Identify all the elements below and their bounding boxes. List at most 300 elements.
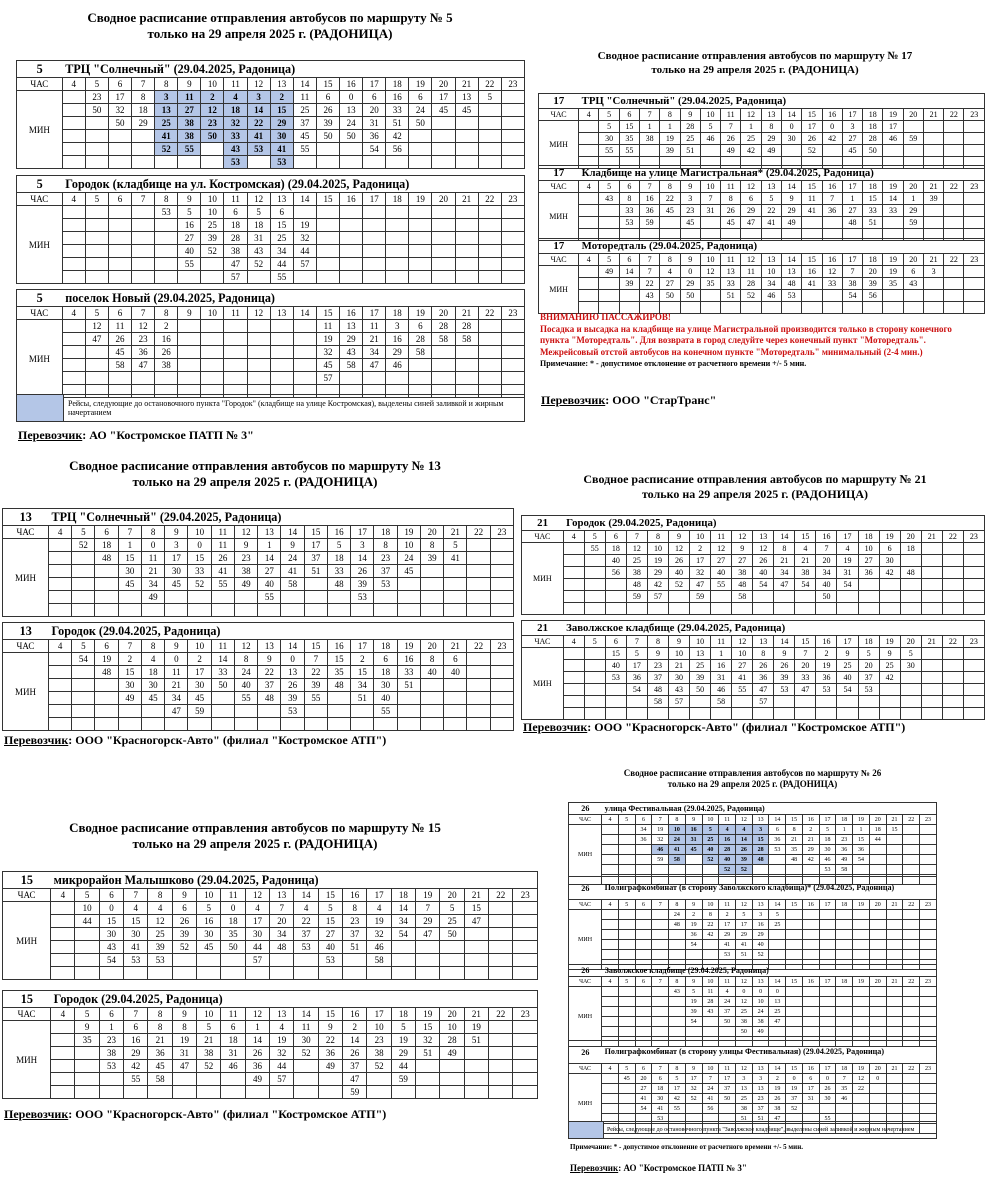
minute-cell <box>351 705 374 718</box>
hour-cell: 14 <box>781 109 801 121</box>
hour-cell: 22 <box>903 900 920 910</box>
stop-name: Моторедталь (29.04.2025, Радоница) <box>579 239 985 254</box>
minute-cell: 48 <box>842 217 862 229</box>
minute-cell: 18 <box>863 121 883 133</box>
minute-cell: 8 <box>343 902 367 915</box>
hour-cell: 10 <box>702 977 719 987</box>
minute-cell <box>584 591 605 603</box>
minute-cell: 27 <box>258 565 281 578</box>
minute-cell <box>942 708 963 720</box>
minute-cell <box>635 1017 652 1027</box>
minute-cell: 32 <box>652 835 669 845</box>
minute-cell: 19 <box>270 1034 294 1047</box>
minute-cell: 5 <box>444 539 467 552</box>
minute-cell <box>48 565 71 578</box>
minute-cell: 51 <box>736 950 753 960</box>
minute-cell <box>635 1007 652 1017</box>
minute-cell: 11 <box>165 666 188 679</box>
minute-cell <box>386 271 409 284</box>
hour-cell: 23 <box>964 181 985 193</box>
minute-cell: 40 <box>258 578 281 591</box>
minute-cell <box>224 320 247 333</box>
minute-cell <box>108 232 131 245</box>
hour-cell: 17 <box>842 109 862 121</box>
minute-cell: 33 <box>619 205 639 217</box>
minute-label: МИН <box>539 266 579 314</box>
minute-cell <box>501 206 524 219</box>
minute-cell: 46 <box>883 133 903 145</box>
minute-cell: 26 <box>281 679 304 692</box>
minute-cell: 2 <box>201 91 224 104</box>
hour-label: ЧАС <box>522 636 564 648</box>
hour-cell: 18 <box>836 977 853 987</box>
route-17-stop-1-table <box>538 93 985 169</box>
minute-cell <box>72 666 95 679</box>
minute-cell <box>836 950 853 960</box>
minute-cell: 37 <box>304 552 327 565</box>
minute-cell <box>819 987 836 997</box>
hour-cell: 10 <box>700 181 720 193</box>
minute-cell: 37 <box>752 1104 769 1114</box>
route-15-stop-2-table <box>2 990 538 1099</box>
minute-cell: 50 <box>201 130 224 143</box>
minute-cell: 17 <box>719 920 736 930</box>
minute-cell <box>786 987 803 997</box>
minute-cell <box>316 258 339 271</box>
minute-cell: 10 <box>752 997 769 1007</box>
minute-cell: 16 <box>155 333 178 346</box>
minute-cell <box>781 145 801 157</box>
minute-cell <box>489 954 513 967</box>
hour-cell: 20 <box>900 636 921 648</box>
minute-cell <box>602 1074 619 1084</box>
minute-cell: 43 <box>99 941 123 954</box>
minute-cell <box>420 591 443 604</box>
minute-cell <box>602 845 619 855</box>
minute-cell: 21 <box>141 565 164 578</box>
minute-cell: 52 <box>741 290 761 302</box>
minute-cell: 27 <box>732 660 753 672</box>
minute-cell: 54 <box>363 143 386 156</box>
minute-cell: 11 <box>363 320 386 333</box>
minute-cell <box>409 156 432 169</box>
minute-cell <box>836 940 853 950</box>
minute-cell <box>467 666 490 679</box>
minute-label: МИН <box>17 91 63 169</box>
minute-cell: 59 <box>391 1073 415 1086</box>
minute-cell <box>920 855 937 865</box>
minute-cell <box>293 320 316 333</box>
minute-cell: 42 <box>669 1094 686 1104</box>
minute-cell: 43 <box>639 290 659 302</box>
minute-cell <box>584 696 605 708</box>
minute-cell <box>197 1073 221 1086</box>
minute-cell: 35 <box>221 928 245 941</box>
minute-cell <box>478 130 501 143</box>
minute-cell <box>802 920 819 930</box>
minute-cell <box>464 967 488 980</box>
route-21-carrier: Перевозчик: ООО "Красногорск-Авто" (филиал "Костромское АТП") <box>523 720 906 734</box>
minute-cell: 16 <box>397 653 420 666</box>
minute-cell: 17 <box>432 91 455 104</box>
minute-cell: 38 <box>732 567 753 579</box>
minute-cell <box>669 865 686 875</box>
hour-cell: 13 <box>270 307 293 320</box>
minute-cell: 47 <box>769 1114 786 1124</box>
minute-cell: 58 <box>732 591 753 603</box>
hour-cell: 11 <box>211 526 234 539</box>
minute-cell: 14 <box>343 1034 367 1047</box>
minute-cell <box>165 604 188 617</box>
hour-cell: 6 <box>95 640 118 653</box>
minute-cell: 1 <box>711 648 732 660</box>
minute-cell <box>48 692 71 705</box>
minute-cell <box>618 1017 635 1027</box>
minute-cell <box>802 1017 819 1027</box>
route-number: 26 <box>569 965 602 977</box>
minute-cell <box>327 705 350 718</box>
minute-cell <box>409 258 432 271</box>
minute-cell <box>886 1027 903 1037</box>
minute-cell: 38 <box>842 278 862 290</box>
minute-cell <box>155 245 178 258</box>
minute-cell: 25 <box>702 835 719 845</box>
minute-cell <box>822 290 842 302</box>
minute-cell <box>869 920 886 930</box>
route-number: 21 <box>522 621 564 636</box>
hour-cell: 12 <box>741 181 761 193</box>
minute-cell: 55 <box>211 578 234 591</box>
hour-cell: 22 <box>467 640 490 653</box>
minute-cell: 51 <box>464 1034 488 1047</box>
minute-cell <box>700 145 720 157</box>
hour-cell: 4 <box>48 640 71 653</box>
stop-name: Заволжское кладбище (29.04.2025, Радоница) <box>563 621 984 636</box>
minute-cell <box>108 271 131 284</box>
minute-cell <box>327 591 350 604</box>
minute-cell <box>964 278 985 290</box>
minute-cell <box>963 567 984 579</box>
minute-cell: 55 <box>584 543 605 555</box>
minute-cell: 41 <box>124 941 148 954</box>
minute-cell: 13 <box>769 997 786 1007</box>
minute-cell <box>75 941 99 954</box>
hour-cell: 16 <box>822 109 842 121</box>
minute-cell <box>618 1094 635 1104</box>
minute-cell <box>391 1086 415 1099</box>
minute-cell <box>281 591 304 604</box>
minute-cell: 52 <box>188 578 211 591</box>
minute-cell <box>903 1104 920 1114</box>
minute-cell: 30 <box>118 565 141 578</box>
stop-name: ТРЦ "Солнечный" (29.04.2025, Радоница) <box>62 61 524 78</box>
minute-cell <box>490 552 513 565</box>
minute-cell <box>247 333 270 346</box>
minute-cell: 2 <box>188 653 211 666</box>
minute-cell: 58 <box>367 954 391 967</box>
minute-cell: 26 <box>774 660 795 672</box>
minute-cell: 15 <box>752 835 769 845</box>
minute-cell: 57 <box>753 696 774 708</box>
minute-cell: 47 <box>769 1017 786 1027</box>
minute-cell: 1 <box>836 825 853 835</box>
minute-cell <box>201 156 224 169</box>
minute-cell <box>85 232 108 245</box>
minute-cell <box>837 696 858 708</box>
minute-cell <box>920 950 937 960</box>
timetable <box>538 165 985 241</box>
minute-cell: 37 <box>647 672 668 684</box>
minute-cell <box>753 591 774 603</box>
minute-cell: 0 <box>188 539 211 552</box>
minute-cell <box>869 1017 886 1027</box>
minute-cell <box>340 143 363 156</box>
hour-cell: 19 <box>883 254 903 266</box>
minute-cell <box>124 1086 148 1099</box>
route-17-warning <box>540 312 965 369</box>
minute-cell <box>132 271 155 284</box>
minute-cell <box>197 1086 221 1099</box>
minute-cell <box>201 346 224 359</box>
minute-cell <box>118 705 141 718</box>
minute-cell <box>602 1104 619 1114</box>
minute-cell <box>455 206 478 219</box>
minute-cell: 2 <box>270 91 293 104</box>
minute-cell: 28 <box>440 1034 464 1047</box>
minute-cell <box>478 333 501 346</box>
route-17-heading: Сводное расписание отправления автобусов по маршруту № 17 только на 29 апреля 2025 г. (РАДОНИЦА) <box>597 50 913 76</box>
minute-cell: 9 <box>647 648 668 660</box>
minute-cell: 5 <box>197 1021 221 1034</box>
minute-cell: 55 <box>732 684 753 696</box>
minute-cell: 54 <box>837 579 858 591</box>
hour-cell: 22 <box>478 307 501 320</box>
minute-cell <box>579 193 599 205</box>
minute-cell <box>397 692 420 705</box>
minute-cell <box>802 1027 819 1037</box>
minute-cell: 29 <box>719 930 736 940</box>
minute-cell: 54 <box>685 1017 702 1027</box>
minute-cell <box>318 1086 342 1099</box>
hour-cell: 20 <box>869 1064 886 1074</box>
minute-cell <box>221 1073 245 1086</box>
minute-cell <box>432 271 455 284</box>
hour-cell: 21 <box>921 531 942 543</box>
minute-cell: 48 <box>752 855 769 865</box>
hour-cell: 14 <box>769 977 786 987</box>
minute-cell: 29 <box>741 205 761 217</box>
minute-cell: 26 <box>736 845 753 855</box>
minute-cell: 45 <box>842 145 862 157</box>
minute-cell: 12 <box>711 543 732 555</box>
minute-cell: 36 <box>822 205 842 217</box>
timetable <box>16 175 525 284</box>
hour-cell: 9 <box>178 307 201 320</box>
minute-cell: 11 <box>108 320 131 333</box>
minute-cell: 36 <box>626 672 647 684</box>
route-number: 17 <box>539 94 579 109</box>
hour-cell: 20 <box>869 815 886 825</box>
minute-cell <box>270 359 293 372</box>
minute-cell <box>501 156 524 169</box>
minute-cell: 49 <box>234 578 257 591</box>
minute-cell <box>886 1017 903 1027</box>
minute-cell: 33 <box>822 278 842 290</box>
hour-label: ЧАС <box>3 640 49 653</box>
minute-cell: 47 <box>343 1073 367 1086</box>
minute-cell <box>786 940 803 950</box>
minute-cell <box>802 910 819 920</box>
hour-cell: 17 <box>363 193 386 206</box>
minute-cell: 1 <box>639 121 659 133</box>
hour-cell: 15 <box>316 78 339 91</box>
minute-cell: 55 <box>234 692 257 705</box>
minute-cell <box>923 290 943 302</box>
minute-cell: 50 <box>85 104 108 117</box>
minute-cell: 48 <box>327 578 350 591</box>
minute-cell <box>343 954 367 967</box>
minute-cell: 0 <box>786 1074 803 1084</box>
minute-cell: 5 <box>178 206 201 219</box>
minute-cell <box>903 1017 920 1027</box>
minute-cell <box>903 1074 920 1084</box>
hour-cell: 16 <box>327 640 350 653</box>
minute-cell <box>178 359 201 372</box>
minute-cell <box>48 591 71 604</box>
hour-cell: 20 <box>432 307 455 320</box>
minute-cell <box>769 865 786 875</box>
hour-cell: 8 <box>660 109 680 121</box>
minute-cell <box>478 143 501 156</box>
minute-cell: 24 <box>669 910 686 920</box>
warning-title: ВНИМАНИЮ ПАССАЖИРОВ! <box>540 312 671 322</box>
minute-cell <box>363 156 386 169</box>
minute-cell: 29 <box>386 346 409 359</box>
minute-cell: 8 <box>374 539 397 552</box>
minute-cell: 17 <box>719 1074 736 1084</box>
minute-cell: 19 <box>95 653 118 666</box>
minute-cell: 43 <box>599 193 619 205</box>
hour-cell: 7 <box>124 889 148 902</box>
minute-cell <box>75 1086 99 1099</box>
minute-cell <box>85 372 108 385</box>
minute-cell: 42 <box>879 567 900 579</box>
minute-cell <box>702 865 719 875</box>
minute-cell <box>72 591 95 604</box>
minute-cell: 53 <box>281 705 304 718</box>
minute-cell: 0 <box>99 902 123 915</box>
minute-cell: 15 <box>118 666 141 679</box>
minute-cell: 12 <box>853 1074 870 1084</box>
minute-cell: 53 <box>816 684 837 696</box>
minute-cell <box>62 232 85 245</box>
minute-cell <box>836 1017 853 1027</box>
minute-cell <box>444 578 467 591</box>
minute-cell <box>464 954 488 967</box>
minute-cell <box>155 372 178 385</box>
hour-cell: 5 <box>72 640 95 653</box>
minute-cell: 2 <box>769 1074 786 1084</box>
hour-cell: 10 <box>690 636 711 648</box>
minute-cell <box>501 232 524 245</box>
minute-cell: 45 <box>660 205 680 217</box>
hour-cell: 10 <box>702 815 719 825</box>
minute-cell: 8 <box>234 653 257 666</box>
hour-cell: 22 <box>944 254 964 266</box>
minute-cell: 30 <box>245 928 269 941</box>
minute-cell <box>869 930 886 940</box>
minute-cell <box>903 290 923 302</box>
minute-cell <box>293 156 316 169</box>
minute-cell: 49 <box>245 1073 269 1086</box>
minute-cell: 22 <box>702 920 719 930</box>
minute-cell: 22 <box>660 193 680 205</box>
stop-name: улица Фестивальная (29.04.2025, Радоница) <box>602 803 937 815</box>
minute-cell <box>75 967 99 980</box>
minute-cell <box>602 920 619 930</box>
hour-cell: 20 <box>440 889 464 902</box>
hour-cell: 13 <box>761 254 781 266</box>
minute-cell <box>432 245 455 258</box>
minute-cell <box>132 219 155 232</box>
minute-cell <box>340 258 363 271</box>
route-5-heading: Сводное расписание отправления автобусов по маршруту № 5 только на 29 апреля 2025 г. (РАДОНИЦА) <box>87 10 453 42</box>
minute-cell <box>108 245 131 258</box>
minute-cell <box>563 555 584 567</box>
minute-cell: 7 <box>721 121 741 133</box>
minute-cell: 8 <box>786 825 803 835</box>
minute-cell: 48 <box>258 692 281 705</box>
minute-cell: 37 <box>343 1060 367 1073</box>
minute-cell <box>467 692 490 705</box>
route-21-stop-2-table <box>521 620 985 720</box>
minute-cell: 32 <box>270 1047 294 1060</box>
minute-cell: 43 <box>669 987 686 997</box>
minute-cell: 17 <box>626 660 647 672</box>
minute-cell: 2 <box>155 320 178 333</box>
minute-cell <box>513 1086 538 1099</box>
minute-cell <box>700 290 720 302</box>
minute-cell <box>432 258 455 271</box>
minute-cell: 51 <box>351 692 374 705</box>
minute-cell: 39 <box>420 552 443 565</box>
hour-cell: 9 <box>172 1008 196 1021</box>
minute-cell <box>281 718 304 731</box>
minute-cell <box>786 1017 803 1027</box>
minute-cell <box>920 825 937 835</box>
minute-cell <box>921 708 942 720</box>
minute-cell <box>920 1007 937 1017</box>
minute-cell: 23 <box>680 205 700 217</box>
hour-cell: 7 <box>132 307 155 320</box>
minute-cell <box>51 954 75 967</box>
minute-cell: 49 <box>761 145 781 157</box>
minute-cell <box>920 1104 937 1114</box>
minute-cell: 53 <box>124 954 148 967</box>
minute-cell: 40 <box>753 567 774 579</box>
hour-cell: 18 <box>858 531 879 543</box>
minute-cell <box>853 1007 870 1017</box>
minute-cell <box>188 718 211 731</box>
minute-cell: 45 <box>685 845 702 855</box>
minute-cell: 7 <box>816 543 837 555</box>
hour-cell: 17 <box>367 889 391 902</box>
minute-cell <box>367 967 391 980</box>
minute-cell <box>685 855 702 865</box>
minute-cell: 6 <box>374 653 397 666</box>
minute-cell <box>711 708 732 720</box>
minute-cell <box>869 910 886 920</box>
